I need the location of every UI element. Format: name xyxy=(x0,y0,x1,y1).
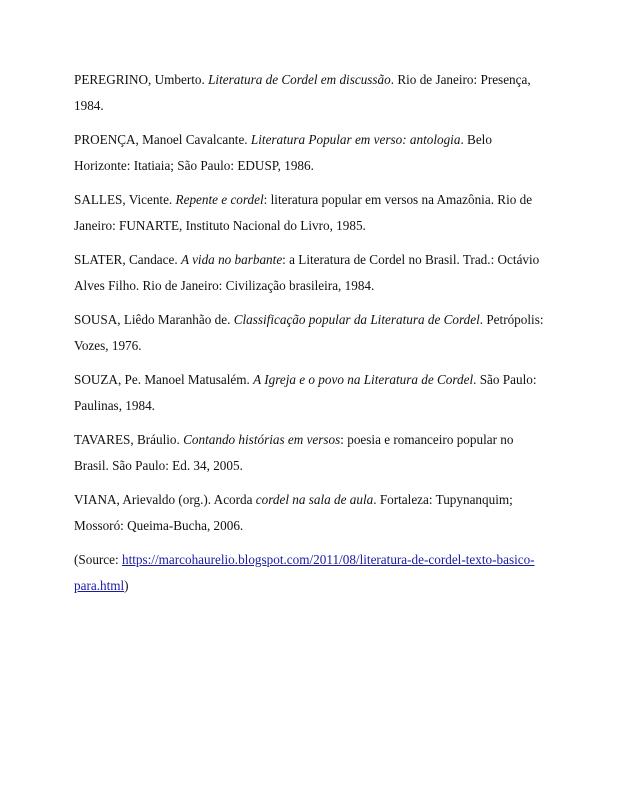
reference-author: SALLES, Vicente. xyxy=(74,192,176,207)
reference-author: SLATER, Candace. xyxy=(74,252,181,267)
reference-publication: . Rio de Janeiro: Presença, xyxy=(390,72,531,87)
reference-title: A Igreja e o povo na Literatura de Cordel xyxy=(253,372,474,387)
reference-title: Literatura Popular em verso: antologia xyxy=(250,132,461,147)
reference-title: Contando histórias em versos xyxy=(183,432,341,447)
reference-author: SOUZA, Pe. Manoel Matusalém. xyxy=(74,372,254,387)
reference-viana xyxy=(74,487,554,538)
reference-author: VIANA, Arievaldo (org.). Acorda xyxy=(74,492,256,507)
reference-peregrino xyxy=(74,67,554,118)
source-link-part2[interactable]: para.html xyxy=(74,577,125,593)
reference-continuation: Brasil. São Paulo: Ed. 34, 2005. xyxy=(74,457,243,473)
reference-publication: : literatura popular em versos na Amazônia. Rio de xyxy=(263,192,533,207)
reference-title: cordel na sala de aula xyxy=(255,492,374,507)
reference-continuation: Horizonte: Itatiaia; São Paulo: EDUSP, 1986. xyxy=(74,157,314,173)
reference-proenca xyxy=(74,127,554,178)
reference-continuation: Janeiro: FUNARTE, Instituto Nacional do Livro, 1985. xyxy=(74,217,366,233)
source-link-part1[interactable]: https://marcohaurelio.blogspot.com/2011/08/literatura-de-cordel-texto-basico- xyxy=(121,552,535,567)
bibliography-list xyxy=(74,67,554,607)
reference-continuation: Paulinas, 1984. xyxy=(74,397,155,413)
reference-salles xyxy=(74,187,554,238)
reference-tavares xyxy=(74,427,554,478)
reference-publication: : a Literatura de Cordel no Brasil. Trad.: Octávio xyxy=(282,252,540,267)
reference-continuation: Vozes, 1976. xyxy=(74,337,142,353)
reference-author: PROENÇA, Manoel Cavalcante. xyxy=(74,132,251,147)
reference-title: Classificação popular da Literatura de Cordel xyxy=(233,312,480,327)
reference-title: Literatura de Cordel em discussão xyxy=(208,72,391,87)
source-suffix: ) xyxy=(124,577,129,593)
reference-author: TAVARES, Bráulio. xyxy=(74,432,184,447)
reference-author: PEREGRINO, Umberto. xyxy=(74,72,209,87)
reference-title: Repente e cordel xyxy=(175,192,264,207)
reference-publication: . Petrópolis: xyxy=(479,312,544,327)
reference-publication: . São Paulo: xyxy=(473,372,537,387)
reference-publication: : poesia e romanceiro popular no xyxy=(340,432,514,447)
reference-continuation: Alves Filho. Rio de Janeiro: Civilização brasileira, 1984. xyxy=(74,277,375,293)
reference-continuation: 1984. xyxy=(74,97,104,113)
reference-publication: . Belo xyxy=(460,132,492,147)
reference-souza xyxy=(74,367,554,418)
reference-publication: . Fortaleza: Tupynanquim; xyxy=(373,492,513,507)
reference-title: A vida no barbante xyxy=(180,252,283,267)
reference-sousa xyxy=(74,307,554,358)
reference-continuation: Mossoró: Queima-Bucha, 2006. xyxy=(74,517,244,533)
source-note xyxy=(74,547,554,598)
source-prefix: (Source: xyxy=(74,552,122,567)
reference-slater xyxy=(74,247,554,298)
reference-author: SOUSA, Liêdo Maranhão de. xyxy=(74,312,234,327)
